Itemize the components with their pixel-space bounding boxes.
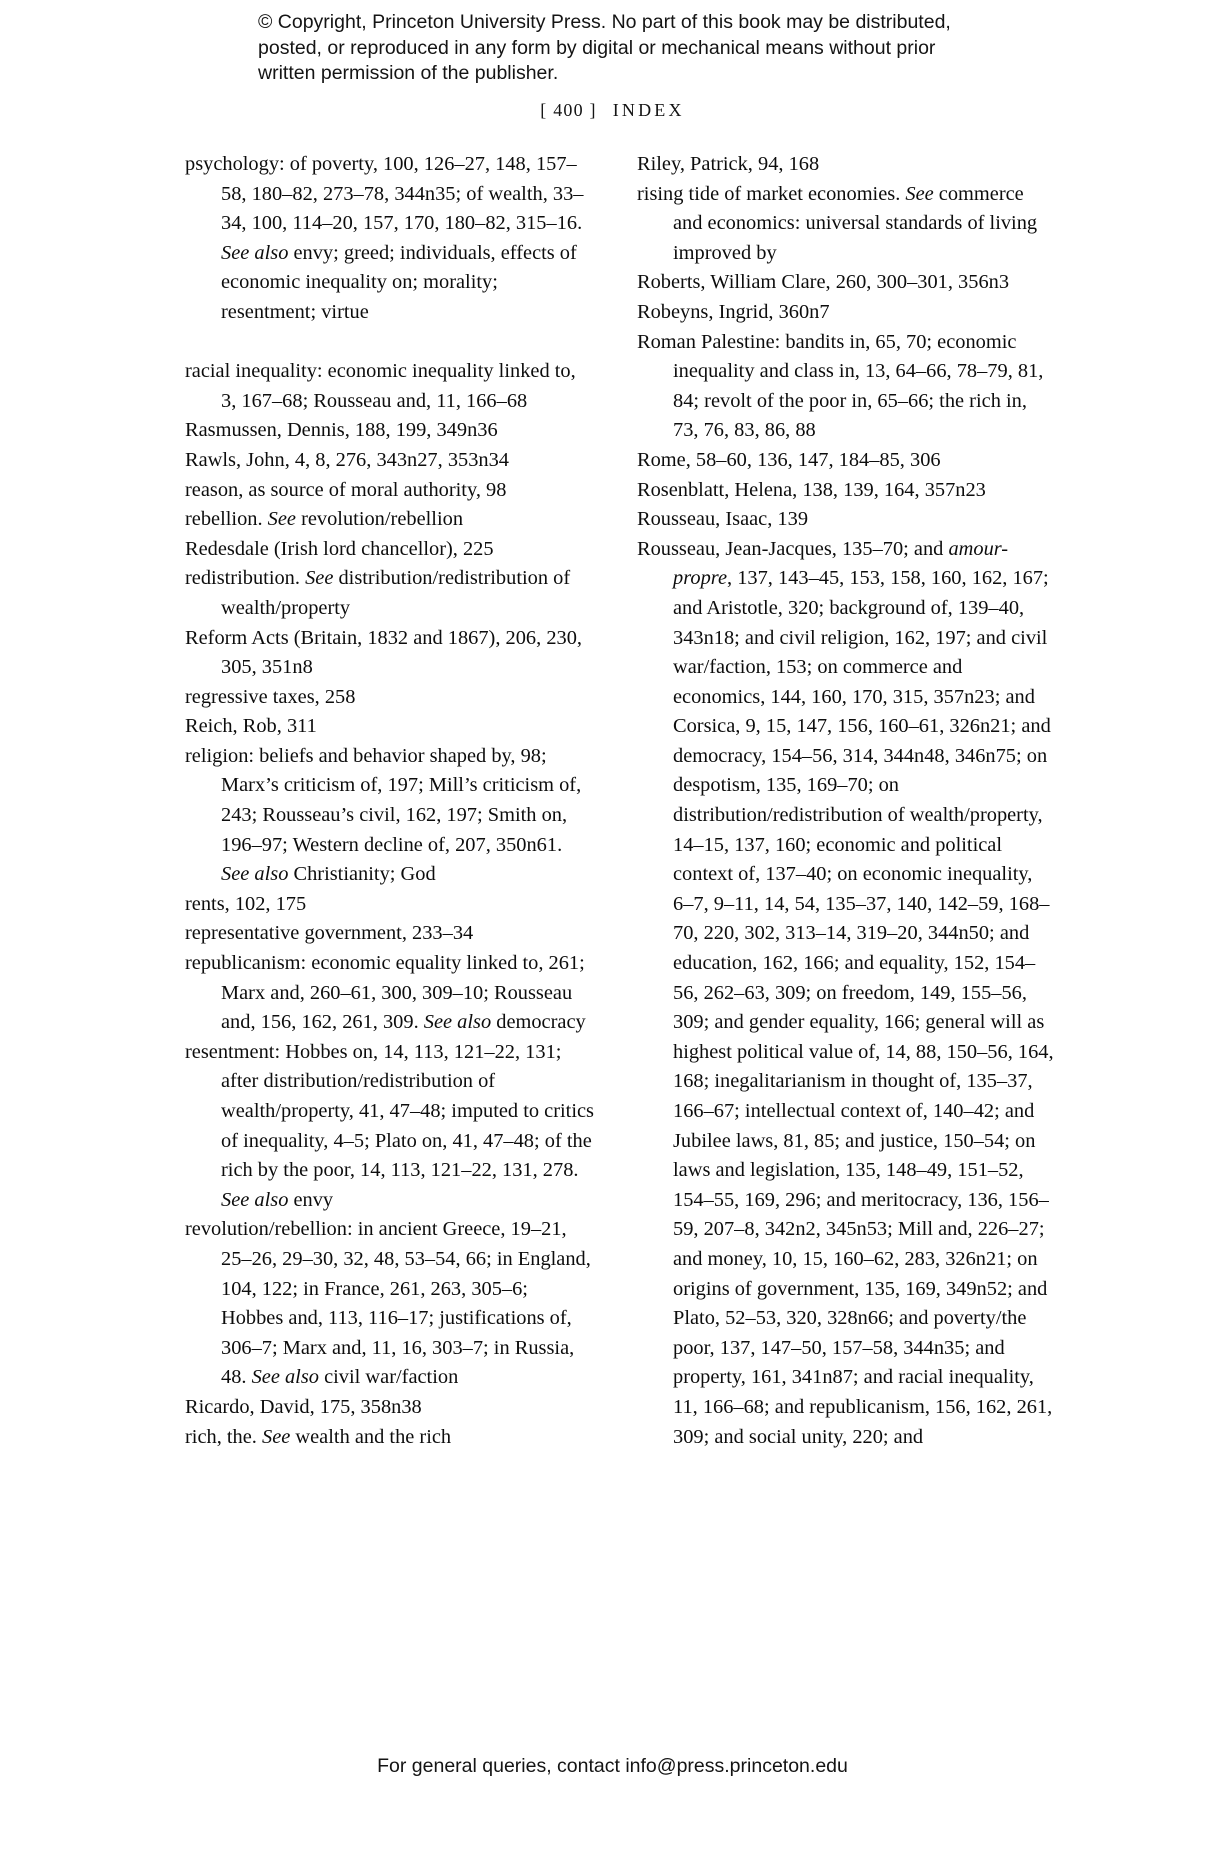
index-entry-rasmussen-dennis: Rasmussen, Dennis, 188, 199, 349n36	[185, 419, 498, 442]
index-entry-riley-patrick: Riley, Patrick, 94, 168	[637, 153, 820, 175]
index-entry-redistribution: redistribution. See distribution/redistribution of wealth/property	[185, 567, 571, 619]
index-entry-ricardo-david: Ricardo, David, 175, 358n38	[185, 1395, 422, 1418]
page-folio	[0, 100, 1225, 121]
index-entry-reason-source-of-moral-authority: reason, as source of moral authority, 98	[185, 478, 507, 501]
index-column-right	[637, 150, 1057, 1452]
index-column-left	[185, 150, 595, 1452]
index-entry-religion: religion: beliefs and behavior shaped by, 98; Marx’s criticism of, 197; Mill’s criticism of, 243; Rousseau’s civil, 162, 197; Smith on, 196–97; Western decline of, 207, 350n61. See also Christianity; God	[185, 744, 582, 886]
index-entry-republicanism: republicanism: economic equality linked to, 261; Marx and, 260–61, 300, 309–10; Rousseau and, 156, 162, 261, 309. See also democracy	[185, 952, 586, 1034]
index-entry-representative-government: representative government, 233–34	[185, 922, 474, 945]
index-entry-rising-tide-of-market-economies: rising tide of market economies. See commerce and economics: universal standards of living improved by	[637, 182, 1038, 264]
index-entry-resentment: resentment: Hobbes on, 14, 113, 121–22, 131; after distribution/redistribution of wealth/property, 41, 47–48; imputed to critics of inequality, 4–5; Plato on, 41, 47–48; of the rich by the poor, 14, 113, 121–22, 131, 278. See also envy	[185, 1040, 594, 1211]
index-entry-revolution-rebellion: revolution/rebellion: in ancient Greece, 19–21, 25–26, 29–30, 32, 48, 53–54, 66; in England, 104, 122; in France, 261, 263, 305–6; Hobbes and, 113, 116–17; justifications of, 306–7; Marx and, 11, 16, 303–7; in Russia, 48. See also civil war/faction	[185, 1218, 591, 1389]
index-entry-roman-palestine: Roman Palestine: bandits in, 65, 70; economic inequality and class in, 13, 64–66, 78–79, 81, 84; revolt of the poor in, 65–66; the rich in, 73, 76, 83, 86, 88	[637, 330, 1044, 442]
index-entry-reich-rob: Reich, Rob, 311	[185, 715, 317, 738]
index-entry-regressive-taxes: regressive taxes, 258	[185, 685, 356, 708]
index-entry-racial-inequality: racial inequality: economic inequality linked to, 3, 167–68; Rousseau and, 11, 166–68	[185, 360, 576, 412]
folio-page-number: [ 400 ]	[540, 100, 597, 120]
index-entry-rebellion: rebellion. See revolution/rebellion	[185, 508, 464, 531]
copyright-notice: © Copyright, Princeton University Press. No part of this book may be distributed, posted, or reproduced in any form by digital or mechanical means without prior written permission of the publisher.	[258, 11, 951, 84]
index-entry-rosenblatt-helena: Rosenblatt, Helena, 138, 139, 164, 357n23	[637, 478, 986, 501]
index-entry-roberts-william-clare: Roberts, William Clare, 260, 300–301, 356n3	[637, 271, 1010, 294]
footer-queries-note: For general queries, contact info@press.princeton.edu	[377, 1755, 848, 1777]
index-entry-robeyns-ingrid: Robeyns, Ingrid, 360n7	[637, 300, 830, 323]
index-entry-rawls-john: Rawls, John, 4, 8, 276, 343n27, 353n34	[185, 448, 509, 471]
index-entry-redesdale: Redesdale (Irish lord chancellor), 225	[185, 537, 494, 560]
folio-section-label: INDEX	[612, 100, 685, 120]
index-entry-rome: Rome, 58–60, 136, 147, 184–85, 306	[637, 448, 941, 471]
index-entry-reform-acts: Reform Acts (Britain, 1832 and 1867), 206, 230, 305, 351n8	[185, 626, 582, 679]
index-entry-rents: rents, 102, 175	[185, 892, 307, 915]
index-entry-psychology: psychology: of poverty, 100, 126–27, 148, 157–58, 180–82, 273–78, 344n35; of wealth, 33–34, 100, 114–20, 157, 170, 180–82, 315–16. See also envy; greed; individuals, effects of economic inequality on; morality; resentment; virtue	[185, 153, 584, 323]
index-entry-rousseau-isaac: Rousseau, Isaac, 139	[637, 508, 809, 531]
index-entry-rousseau-jean-jacques: Rousseau, Jean-Jacques, 135–70; and amour-propre, 137, 143–45, 153, 158, 160, 162, 167; and Aristotle, 320; background of, 139–40, 343n18; and civil religion, 162, 197; and civil war/faction, 153; on commerce and economics, 144, 160, 170, 315, 357n23; and Corsica, 9, 15, 147, 156, 160–61, 326n21; and democracy, 154–56, 314, 344n48, 346n75; on despotism, 135, 169–70; on distribution/redistribution of wealth/property, 14–15, 137, 160; economic and political context of, 137–40; on economic inequality, 6–7, 9–11, 14, 54, 135–37, 140, 142–59, 168–70, 220, 302, 313–14, 319–20, 344n50; and education, 162, 166; and equality, 152, 154–56, 262–63, 309; on freedom, 149, 155–56, 309; and gender equality, 166; general will as highest political value of, 14, 88, 150–56, 164, 168; inegalitarianism in thought of, 135–37, 166–67; intellectual context of, 140–42; and Jubilee laws, 81, 85; and justice, 150–54; on laws and legislation, 135, 148–49, 151–52, 154–55, 169, 296; and meritocracy, 136, 156–59, 207–8, 342n2, 345n53; Mill and, 226–27; and money, 10, 15, 160–62, 283, 326n21; on origins of government, 135, 169, 349n52; and Plato, 52–53, 320, 328n66; and poverty/the poor, 137, 147–50, 157–58, 344n35; and property, 161, 341n87; and racial inequality, 11, 166–68; and republicanism, 156, 162, 261, 309; and social unity, 220; and	[637, 537, 1054, 1448]
index-entry-rich-the: rich, the. See wealth and the rich	[185, 1425, 452, 1448]
